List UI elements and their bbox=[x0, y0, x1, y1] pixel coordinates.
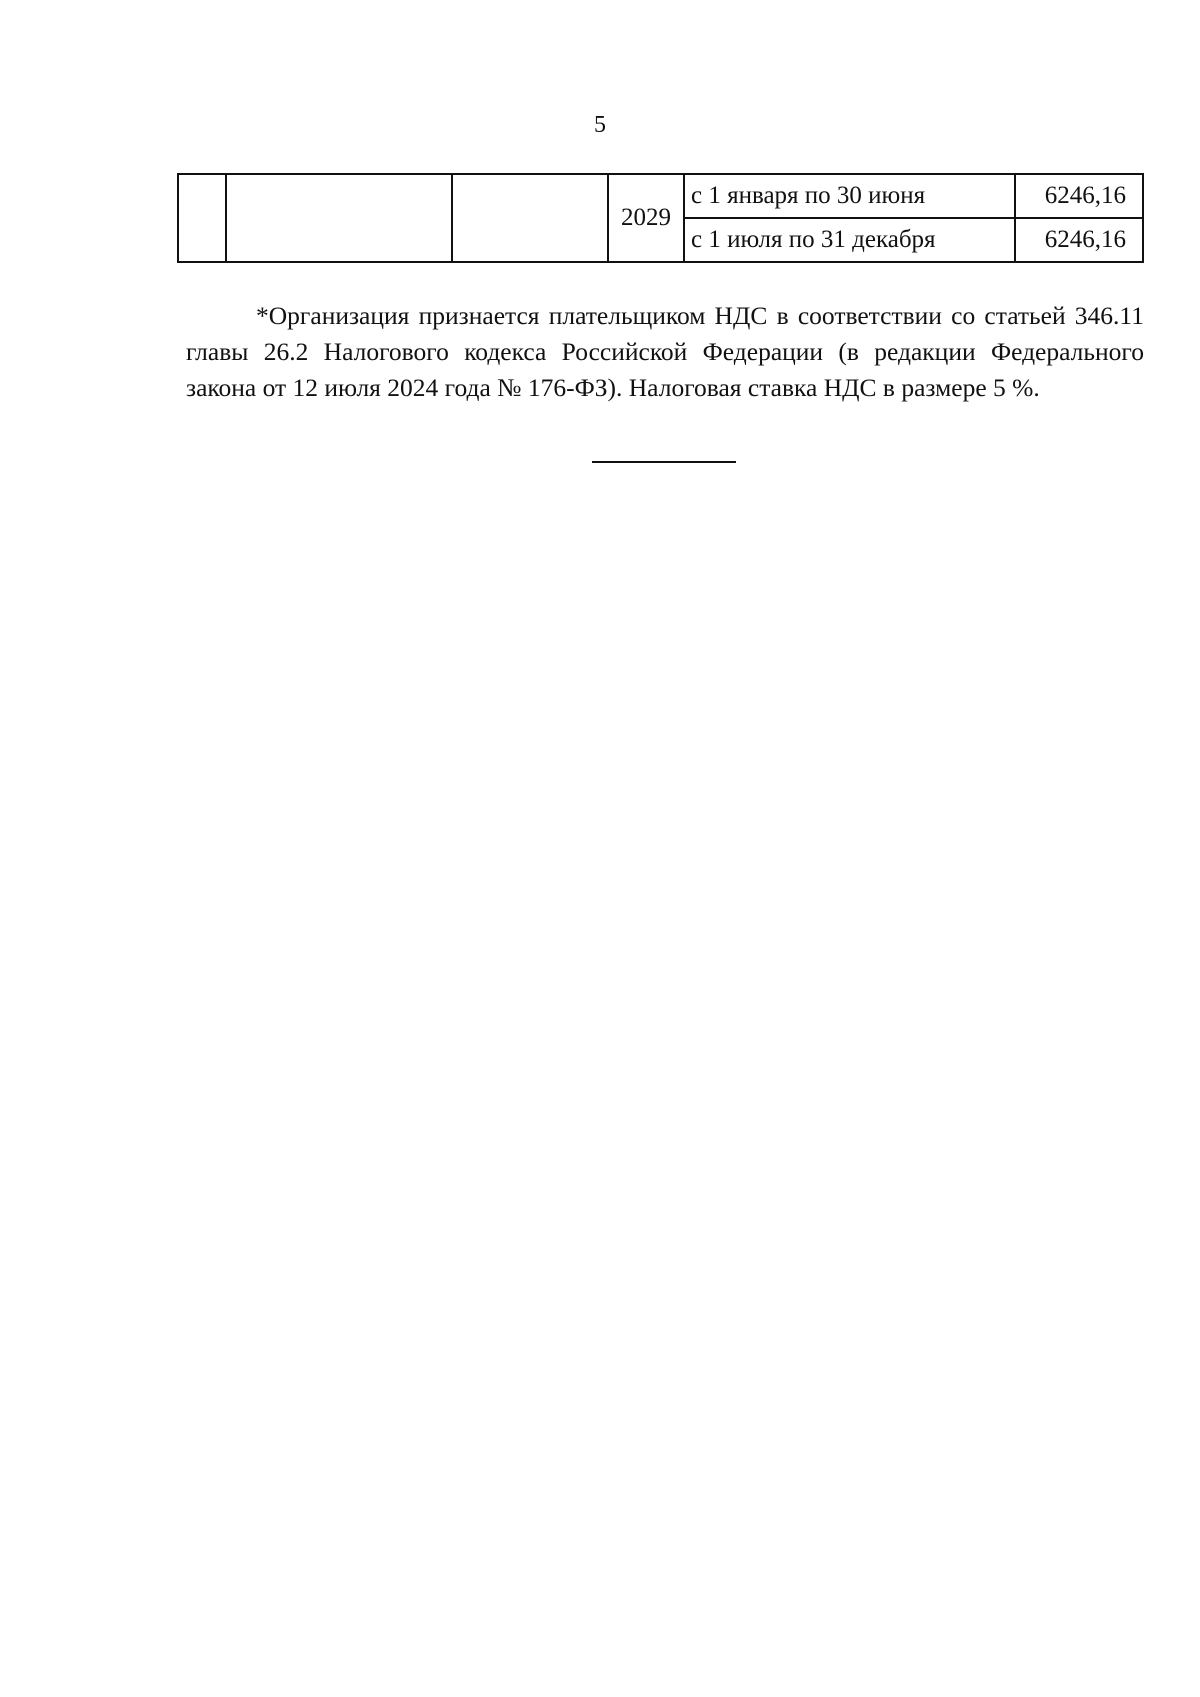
table-cell-period: с 1 января по 30 июня bbox=[684, 174, 1015, 218]
table-cell-period: с 1 июля по 31 декабря bbox=[684, 218, 1015, 262]
page-number: 5 bbox=[594, 112, 606, 138]
table-cell-name bbox=[226, 174, 452, 262]
table-cell-number bbox=[178, 174, 226, 262]
end-divider-line bbox=[592, 461, 736, 463]
table-cell-group bbox=[452, 174, 608, 262]
footnote-text: *Организация признается плательщиком НДС в соответствии со статьей 346.11 главы 26.2 Налогового кодекса Российской Федерации (в редакции Федерального закона от 12 июля 2024 года № 176-ФЗ). Налоговая ставка НДС в размере 5 %. bbox=[186, 301, 1144, 402]
table-row bbox=[178, 174, 1143, 218]
table-cell-value: 6246,16 bbox=[1015, 218, 1143, 262]
tariff-table bbox=[177, 173, 1144, 263]
table-cell-year: 2029 bbox=[608, 174, 684, 262]
table-cell-value: 6246,16 bbox=[1015, 174, 1143, 218]
